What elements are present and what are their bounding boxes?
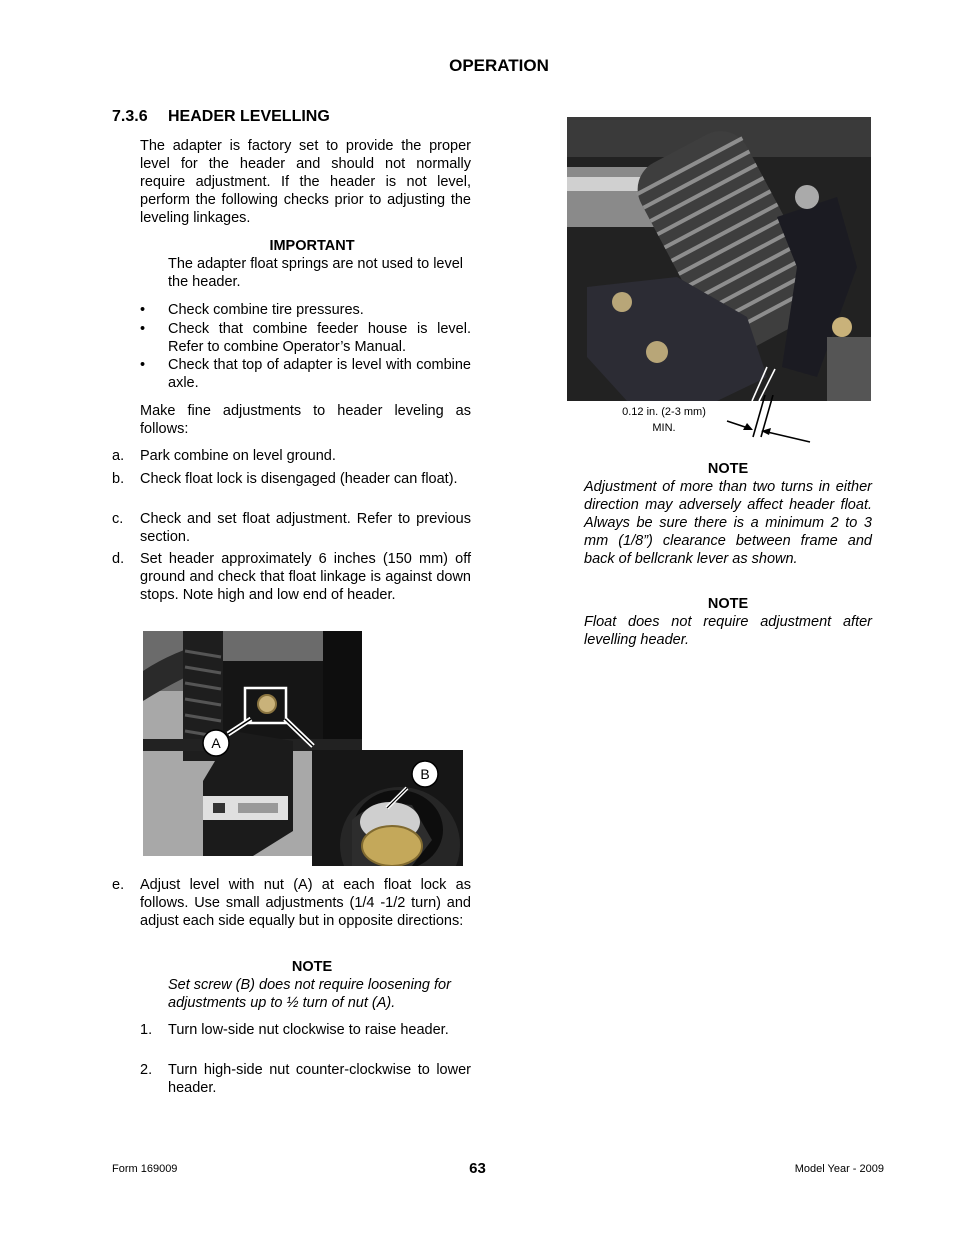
step-marker: d. <box>112 551 125 567</box>
bullet-item <box>140 320 471 356</box>
step-marker: a. <box>112 448 125 464</box>
note3-heading: NOTE <box>707 596 749 612</box>
step-text: Adjust level with nut (A) at each float lock as follows. Use small adjustments (1/4 -1/2 turn) and adjust each side equally but in opposite directions: <box>140 877 471 929</box>
bullet-dot: • <box>140 302 146 318</box>
bellcrank-photo <box>567 117 871 401</box>
step-text: Park combine on level ground. <box>140 448 336 464</box>
note1-text: Set screw (B) does not require loosening for adjustments up to ½ turn of nut (A). <box>168 977 451 1011</box>
note2-text: Adjustment of more than two turns in either direction may adversely affect header float. Always be sure there is a minimum 2 to 3 mm (1/8”) clearance between frame and back of bellcrank lever as shown. <box>584 479 872 567</box>
bullet-text: Check that top of adapter is level with combine axle. <box>168 357 471 391</box>
step-marker: e. <box>112 877 125 893</box>
note3-text: Float does not require adjustment after levelling header. <box>584 614 872 648</box>
set-screw-photo <box>312 750 463 866</box>
footer-model-year: Model Year - 2009 <box>794 1163 884 1175</box>
section-number: 7.3.6 <box>112 108 148 125</box>
note1-heading: NOTE <box>291 959 333 975</box>
step-marker: c. <box>112 511 124 527</box>
bullet-item <box>140 301 471 319</box>
substep-text: Turn low-side nut clockwise to raise header. <box>168 1022 449 1038</box>
callout-label-a: A <box>211 735 221 751</box>
bullet-dot: • <box>140 357 146 373</box>
bullet-text: Check that combine feeder house is level. Refer to combine Operator’s Manual. <box>168 321 471 355</box>
clearance-dimension-label <box>603 404 725 436</box>
substep-text: Turn high-side nut counter-clockwise to lower header. <box>168 1062 471 1096</box>
step-text: Check and set float adjustment. Refer to previous section. <box>140 511 471 545</box>
fine-adjust-paragraph: Make fine adjustments to header leveling as follows: <box>140 403 471 437</box>
section-heading <box>112 108 330 126</box>
callout-label-b: B <box>420 766 430 782</box>
bullet-item <box>140 356 471 392</box>
substep-marker: 2. <box>140 1062 153 1078</box>
substep-marker: 1. <box>140 1022 153 1038</box>
important-text: The adapter float springs are not used to level the header. <box>168 256 464 290</box>
bullet-text: Check combine tire pressures. <box>168 302 364 318</box>
step-text: Set header approximately 6 inches (150 mm) off ground and check that float linkage is against down stops. Note high and low end of header. <box>140 551 471 603</box>
section-title: HEADER LEVELLING <box>168 108 330 125</box>
intro-paragraph: The adapter is factory set to provide the proper level for the header and should not normally require adjustment. If the header is not level, perform the following checks prior to adjusting the leveling linkages. <box>140 138 471 226</box>
note2-heading: NOTE <box>707 461 749 477</box>
important-heading: IMPORTANT <box>269 238 355 254</box>
bullet-dot: • <box>140 321 146 337</box>
step-text: Check float lock is disengaged (header can float). <box>140 471 458 487</box>
page-number: 63 <box>469 1160 486 1177</box>
bellcrank-illustration <box>567 117 871 401</box>
step-marker: b. <box>112 471 125 487</box>
dimension-min: MIN. <box>652 422 676 434</box>
set-screw-illustration <box>312 750 463 866</box>
dimension-value: 0.12 in. (2-3 mm) <box>622 406 706 418</box>
page-title: OPERATION <box>449 56 549 75</box>
footer-form-number: Form 169009 <box>112 1163 178 1175</box>
